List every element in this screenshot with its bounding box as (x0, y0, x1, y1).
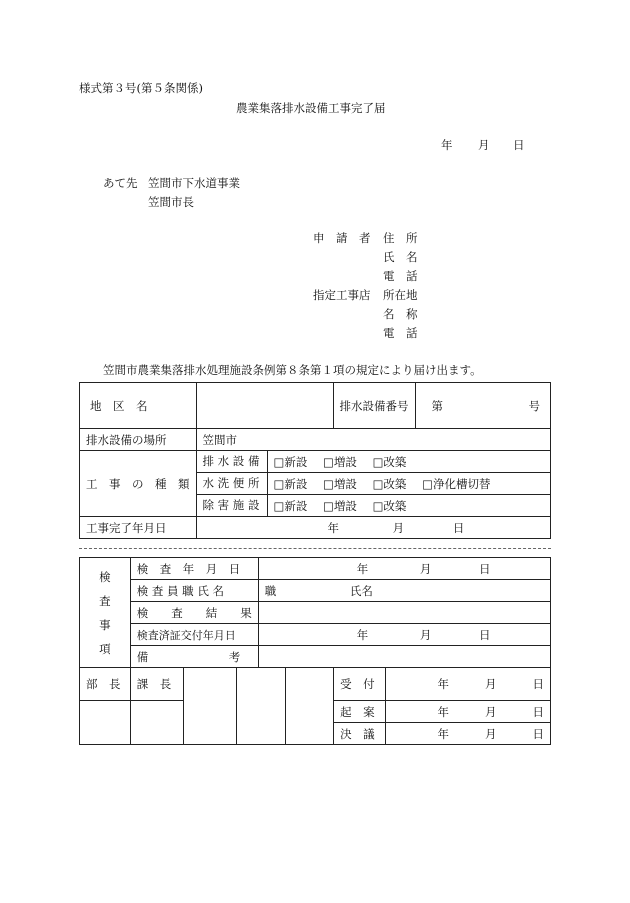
work-type-label: 工 事 の 種 類 (80, 451, 197, 517)
checkbox-septic-switch[interactable]: □浄化槽切替 (422, 476, 491, 491)
drafted-label: 起 案 (334, 701, 386, 723)
cut-line (79, 548, 551, 549)
received-date[interactable]: 年 月 日 (385, 668, 550, 701)
completion-month: 月 (392, 520, 405, 535)
page-title: 農業集落排水設備工事完了届 (236, 101, 386, 115)
contractor-label: 指定工事店 (313, 288, 371, 302)
decided-date[interactable]: 年 月 日 (385, 723, 550, 745)
applicant-name-label: 氏 名 (383, 250, 418, 264)
number-prefix: 第 (431, 398, 443, 413)
work-type-row (196, 473, 551, 495)
work-type-row (196, 451, 551, 473)
checkbox-rebuild[interactable]: □改築 (372, 476, 407, 491)
date-day-label: 日 (513, 138, 525, 152)
location-label: 排水設備の場所 (80, 429, 197, 451)
remarks-label: 備 考 (130, 646, 258, 668)
contractor-location-label: 所在地 (383, 288, 418, 302)
contractor-name-label: 名 称 (383, 307, 418, 321)
date-year-label: 年 (441, 138, 453, 152)
inspector-position-label: 職 (264, 583, 277, 598)
drafted-date[interactable]: 年 月 日 (385, 701, 550, 723)
approval-stamp-cell[interactable] (286, 668, 334, 745)
inspector-input[interactable] (258, 580, 550, 602)
checkbox-new[interactable]: □新設 (273, 476, 308, 491)
facility-number-input[interactable] (415, 383, 551, 429)
location-value[interactable]: 笠間市 (196, 429, 551, 451)
applicant-address-label: 住 所 (383, 231, 418, 245)
inspection-result-label: 検 査 結 果 (130, 602, 258, 624)
checkbox-extend[interactable]: □増設 (323, 498, 357, 513)
inspection-side-label: 検 査 事 項 (80, 558, 131, 668)
checkbox-new[interactable]: □新設 (273, 454, 308, 469)
manager-stamp[interactable] (130, 701, 183, 745)
decided-label: 決 議 (334, 723, 386, 745)
inspection-table (79, 557, 551, 745)
facility-number-label: 排水設備番号 (333, 383, 415, 429)
work-type-row-label: 水 洗 便 所 (197, 473, 268, 494)
applicant-group-label: 申 請 者 (313, 231, 371, 245)
remarks-input[interactable] (258, 646, 550, 668)
checkbox-extend[interactable]: □増設 (323, 454, 357, 469)
checkbox-new[interactable]: □新設 (273, 498, 308, 513)
addressee-line1: 笠間市下水道事業 (148, 176, 240, 190)
form-number: 様式第３号(第５条関係) (79, 81, 203, 95)
work-type-row (196, 495, 551, 517)
contractor-phone-label: 電 話 (383, 326, 418, 340)
director-label: 部 長 (80, 668, 131, 701)
inspection-result-input[interactable] (258, 602, 550, 624)
completion-form-table (79, 382, 551, 539)
checkbox-rebuild[interactable]: □改築 (372, 454, 407, 469)
manager-label: 課 長 (130, 668, 183, 701)
approval-stamp-cell[interactable] (236, 668, 285, 745)
statement-text: 笠間市農業集落排水処理施設条例第８条第１項の規定により届け出ます。 (103, 363, 482, 377)
director-stamp[interactable] (80, 701, 131, 745)
inspector-name-label: 氏名 (349, 583, 373, 598)
district-input[interactable] (196, 383, 333, 429)
addressee-line2: 笠間市長 (148, 195, 194, 209)
date-month-label: 月 (478, 138, 490, 152)
checkbox-extend[interactable]: □増設 (323, 476, 357, 491)
completion-year: 年 (327, 520, 339, 535)
addressee-label: あて先 (103, 176, 138, 190)
completion-day: 日 (452, 520, 465, 535)
inspection-date-label: 検 査 年 月 日 (130, 558, 258, 580)
work-type-row-label: 除 害 施 設 (197, 495, 268, 516)
number-suffix: 号 (528, 398, 540, 413)
inspection-date-input[interactable]: 年 月 日 (258, 558, 550, 580)
applicant-phone-label: 電 話 (383, 269, 418, 283)
work-type-row-label: 排 水 設 備 (197, 451, 268, 472)
inspector-label: 検 査 員 職 氏 名 (130, 580, 258, 602)
checkbox-rebuild[interactable]: □改築 (372, 498, 407, 513)
district-label-cell (80, 383, 197, 429)
completion-date-input[interactable] (196, 517, 551, 539)
cert-date-input[interactable]: 年 月 日 (258, 624, 550, 646)
completion-date-label: 工事完了年月日 (80, 517, 197, 539)
cert-date-label: 検査済証交付年月日 (130, 624, 258, 646)
received-label: 受 付 (334, 668, 386, 701)
district-label: 地 区 名 (90, 398, 148, 413)
approval-stamp-cell[interactable] (183, 668, 236, 745)
